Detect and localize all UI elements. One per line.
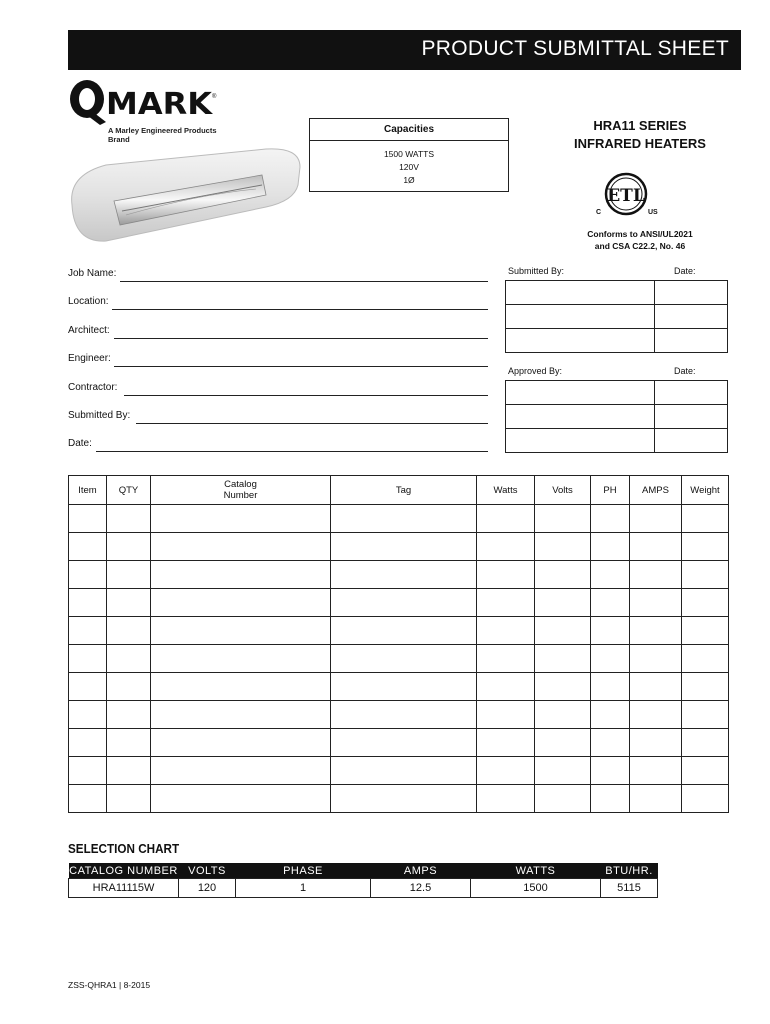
table-cell[interactable] [107,673,151,701]
date-label: Date: [68,438,92,449]
table-row [69,785,729,813]
sel-watts: 1500 [471,879,601,898]
sel-col-volts: VOLTS [179,863,236,879]
table-cell[interactable] [477,729,535,757]
svg-text:US: US [648,209,658,216]
table-row [69,645,729,673]
sel-amps: 12.5 [371,879,471,898]
table-cell[interactable] [682,505,729,533]
sel-col-phase: PHASE [236,863,371,879]
sel-col-amps: AMPS [371,863,471,879]
job-name-label: Job Name: [68,268,117,279]
table-cell[interactable] [535,785,591,813]
table-cell[interactable] [477,701,535,729]
table-cell[interactable] [591,701,630,729]
table-cell[interactable] [107,645,151,673]
architect-field[interactable] [68,325,488,339]
table-cell[interactable] [331,561,477,589]
page-title: PRODUCT SUBMITTAL SHEET [421,37,729,60]
etl-listed-icon [590,170,662,224]
table-cell[interactable] [535,645,591,673]
table-cell[interactable] [630,757,682,785]
table-cell[interactable] [69,533,107,561]
table-cell[interactable] [682,729,729,757]
sel-volts: 120 [179,879,236,898]
submitted-name-cell[interactable] [506,329,655,353]
capacity-phase: 1Ø [403,175,415,185]
table-row [69,701,729,729]
table-cell[interactable] [591,561,630,589]
table-row [69,617,729,645]
table-cell[interactable] [630,617,682,645]
table-row [69,589,729,617]
table-cell[interactable] [682,757,729,785]
table-cell[interactable] [630,729,682,757]
table-cell[interactable] [477,533,535,561]
submitted-by-label: Submitted By: [68,410,131,421]
table-cell[interactable] [331,617,477,645]
table-cell[interactable] [331,589,477,617]
approved-date-cell[interactable] [655,405,728,429]
selection-chart-row [69,879,658,898]
table-cell[interactable] [151,785,331,813]
table-cell[interactable] [69,617,107,645]
capacity-volts: 120V [399,162,419,172]
submitted-by-heading: Submitted By: [508,266,565,276]
submitted-name-cell[interactable] [506,281,655,305]
table-row [69,673,729,701]
table-cell[interactable] [591,757,630,785]
table-cell[interactable] [69,673,107,701]
table-cell[interactable] [682,533,729,561]
table-cell[interactable] [535,701,591,729]
table-cell[interactable] [591,729,630,757]
table-cell[interactable] [69,561,107,589]
submitted-date-cell[interactable] [655,329,728,353]
table-cell[interactable] [630,645,682,673]
table-cell[interactable] [591,505,630,533]
table-cell[interactable] [69,785,107,813]
col-item: Item [69,476,107,505]
table-cell[interactable] [630,561,682,589]
architect-label: Architect: [68,325,110,336]
table-cell[interactable] [331,533,477,561]
sel-phase: 1 [236,879,371,898]
table-cell[interactable] [107,617,151,645]
series-title [540,117,740,153]
item-table [68,475,729,813]
sel-btu: 5115 [601,879,658,898]
table-cell[interactable] [151,673,331,701]
table-cell[interactable] [535,673,591,701]
capacities-box [309,118,509,192]
table-cell[interactable] [682,701,729,729]
submitted-by-field[interactable] [68,410,488,424]
series-line-1: HRA11 SERIES [593,118,687,133]
approved-by-grid [505,380,728,453]
col-weight: Weight [682,476,729,505]
table-cell[interactable] [331,505,477,533]
submitted-by-grid [505,280,728,353]
table-cell[interactable] [151,617,331,645]
table-cell[interactable] [477,673,535,701]
table-cell[interactable] [69,757,107,785]
table-row [69,561,729,589]
table-cell[interactable] [151,533,331,561]
approved-name-cell[interactable] [506,429,655,453]
series-line-2: INFRARED HEATERS [574,136,706,151]
table-cell[interactable] [69,701,107,729]
col-volts: Volts [535,476,591,505]
table-cell[interactable] [682,589,729,617]
table-cell[interactable] [69,505,107,533]
approved-date-cell[interactable] [655,429,728,453]
table-cell[interactable] [69,645,107,673]
capacities-heading: Capacities [310,119,508,141]
table-cell[interactable] [535,533,591,561]
table-cell[interactable] [331,645,477,673]
table-cell[interactable] [535,589,591,617]
item-table-header [69,476,729,505]
table-cell[interactable] [69,589,107,617]
table-cell[interactable] [630,505,682,533]
approved-date-cell[interactable] [655,381,728,405]
table-cell[interactable] [535,617,591,645]
table-cell[interactable] [107,757,151,785]
table-cell[interactable] [682,617,729,645]
table-cell[interactable] [591,785,630,813]
table-cell[interactable] [69,729,107,757]
table-cell[interactable] [107,505,151,533]
table-cell[interactable] [151,757,331,785]
selection-chart-table [68,863,658,898]
table-cell[interactable] [535,505,591,533]
heater-product-image [66,145,302,245]
job-name-field[interactable] [68,268,488,282]
table-cell[interactable] [591,673,630,701]
submitted-date-cell[interactable] [655,305,728,329]
table-cell[interactable] [682,645,729,673]
table-cell[interactable] [477,645,535,673]
selection-chart-header [69,863,658,879]
table-cell[interactable] [477,561,535,589]
approved-name-cell[interactable] [506,405,655,429]
table-row [69,729,729,757]
svg-text:MARK: MARK [106,87,214,122]
table-cell[interactable] [591,533,630,561]
etl-mark-text: ETL [607,186,645,206]
table-cell[interactable] [151,561,331,589]
sel-catalog-number: HRA11115W [69,879,179,898]
location-field[interactable] [68,296,488,310]
table-cell[interactable] [151,505,331,533]
capacity-watts: 1500 WATTS [383,149,435,159]
col-qty: QTY [107,476,151,505]
table-cell[interactable] [630,673,682,701]
conforms-line-2: and CSA C22.2, No. 46 [594,241,686,251]
table-cell[interactable] [630,701,682,729]
col-ph: PH [591,476,630,505]
table-cell[interactable] [477,785,535,813]
header-bar [68,30,741,70]
engineer-field[interactable] [68,353,488,367]
contractor-label: Contractor: [68,382,118,393]
table-cell[interactable] [477,757,535,785]
table-cell[interactable] [535,561,591,589]
table-cell[interactable] [477,505,535,533]
table-cell[interactable] [331,729,477,757]
table-cell[interactable] [682,673,729,701]
document-code: ZSS-QHRA1 | 8-2015 [68,980,151,990]
col-amps: AMPS [630,476,682,505]
table-cell[interactable] [331,701,477,729]
table-cell[interactable] [682,561,729,589]
conformance-note [540,228,740,252]
table-row [69,533,729,561]
table-cell[interactable] [630,589,682,617]
table-cell[interactable] [107,701,151,729]
submitted-date-cell[interactable] [655,281,728,305]
logo-tagline: A Marley Engineered Products Brand [108,126,217,144]
table-row [69,505,729,533]
table-cell[interactable] [107,785,151,813]
table-cell[interactable] [151,645,331,673]
table-cell[interactable] [591,617,630,645]
sel-col-catalog: CATALOG NUMBER [69,864,178,877]
col-tag: Tag [331,476,477,505]
table-cell[interactable] [151,701,331,729]
table-cell[interactable] [151,729,331,757]
table-cell[interactable] [331,673,477,701]
sel-col-btu: BTU/HR. [601,863,658,879]
table-cell[interactable] [477,589,535,617]
col-watts: Watts [477,476,535,505]
table-cell[interactable] [591,645,630,673]
table-cell[interactable] [591,589,630,617]
date-field[interactable] [68,438,488,452]
table-row [69,757,729,785]
col-catalog-number: Catalog Number [151,476,331,505]
approved-date-heading: Date: [674,366,696,376]
table-cell[interactable] [682,785,729,813]
submitted-name-cell[interactable] [506,305,655,329]
table-cell[interactable] [630,533,682,561]
qmark-logo [68,76,218,144]
svg-text:®: ® [212,94,217,100]
table-cell[interactable] [331,757,477,785]
table-cell[interactable] [107,729,151,757]
sel-col-watts: WATTS [471,863,601,879]
approved-name-cell[interactable] [506,381,655,405]
svg-text:C: C [596,209,602,216]
table-cell[interactable] [535,729,591,757]
table-cell[interactable] [630,785,682,813]
table-cell[interactable] [107,533,151,561]
location-label: Location: [68,296,109,307]
selection-chart-title: SELECTION CHART [68,841,180,856]
table-cell[interactable] [151,589,331,617]
contractor-field[interactable] [68,382,488,396]
engineer-label: Engineer: [68,353,111,364]
submitted-date-heading: Date: [674,266,696,276]
table-cell[interactable] [107,589,151,617]
table-cell[interactable] [535,757,591,785]
table-cell[interactable] [331,785,477,813]
table-cell[interactable] [477,617,535,645]
table-cell[interactable] [107,561,151,589]
approved-by-heading: Approved By: [508,366,563,376]
conforms-line-1: Conforms to ANSI/UL2021 [587,229,693,239]
